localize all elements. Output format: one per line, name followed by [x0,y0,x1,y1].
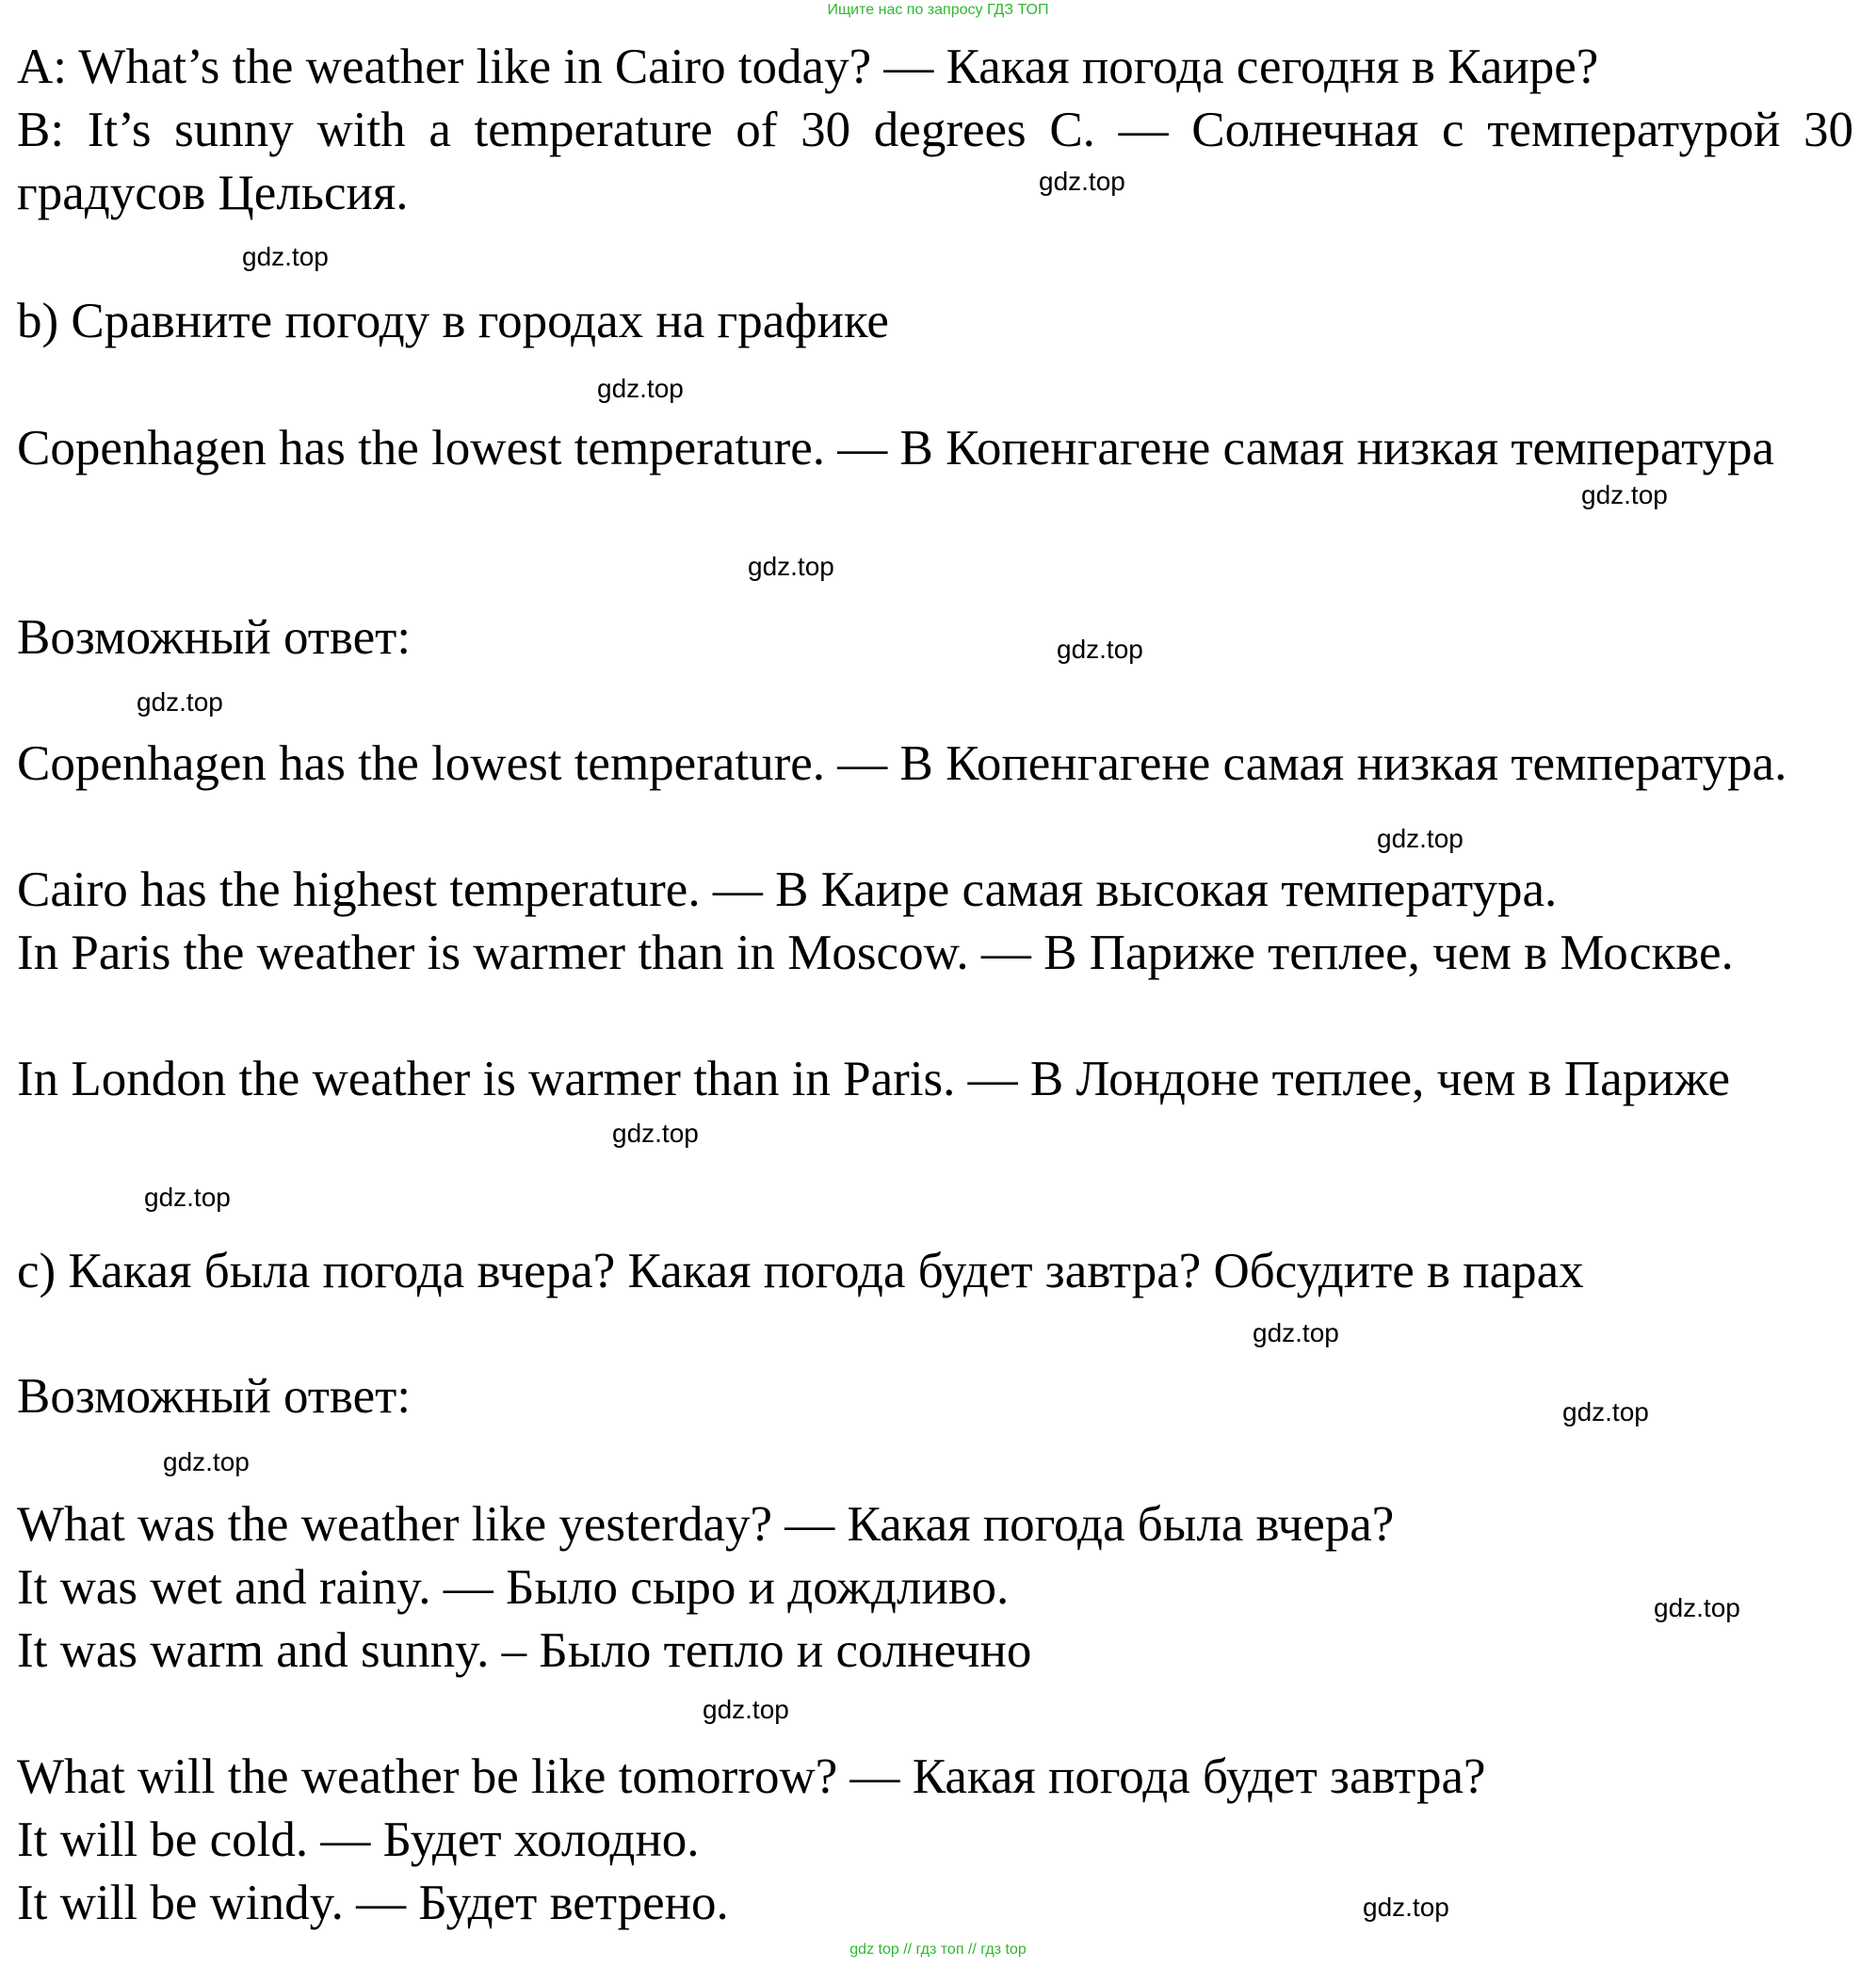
answer-b-line: In London the weather is warmer than in Paris. — В Лондоне теплее, чем в Париже [17,1052,1731,1106]
task-b-heading: b) Сравните погоду в городах на графике [17,294,889,348]
yesterday-line: What was the weather like yesterday? — Какая погода была вчера? [17,1497,1395,1552]
yesterday-line: It was wet and rainy. — Было сыро и дождливо. [17,1560,1010,1615]
watermark: gdz.top [1581,480,1668,509]
watermark: gdz.top [144,1183,231,1212]
watermark: gdz.top [1562,1397,1649,1426]
bottom-footer: gdz top // гдз топ // гдз top [849,1942,1027,1958]
possible-answer-label: Возможный ответ: [17,1369,412,1424]
watermark: gdz.top [163,1447,250,1476]
answer-b-line: Cairo has the highest temperature. — В Каире самая высокая температура. [17,862,1558,917]
watermark: gdz.top [703,1695,789,1724]
watermark: gdz.top [1377,824,1464,853]
tomorrow-line: What will the weather be like tomorrow? — Какая погода будет завтра? [17,1749,1486,1804]
watermark: gdz.top [1057,635,1143,664]
top-banner: Ищите нас по запросу ГДЗ ТОП [827,2,1049,18]
task-c-heading: c) Какая была погода вчера? Какая погода будет завтра? Обсудите в парах [17,1244,1584,1298]
answer-b-line: Copenhagen has the lowest temperature. — В Копенгагене самая низкая температура. [17,736,1787,791]
watermark: gdz.top [242,242,329,271]
tomorrow-line: It will be windy. — Будет ветрено. [17,1876,729,1930]
watermark: gdz.top [1363,1893,1449,1922]
watermark: gdz.top [1039,167,1125,196]
watermark: gdz.top [137,687,223,717]
possible-answer-label: Возможный ответ: [17,610,412,665]
yesterday-line: It was warm and sunny. – Было тепло и солнечно [17,1623,1032,1678]
watermark: gdz.top [612,1119,699,1148]
watermark: gdz.top [1654,1593,1740,1622]
answer-b-line: In Paris the weather is warmer than in Moscow. — В Париже теплее, чем в Москве. [17,926,1734,980]
watermark: gdz.top [597,374,684,403]
dialog-line-b: B: It’s sunny with a temperature of 30 degrees C. — Солнечная с температурой 30 градусов Цельсия. [17,103,1853,220]
example-sentence: Copenhagen has the lowest temperature. — В Копенгагене самая низкая температура [17,421,1775,475]
watermark: gdz.top [748,552,834,581]
dialog-line-a: A: What’s the weather like in Cairo today? — Какая погода сегодня в Каире? [17,40,1599,94]
tomorrow-line: It will be cold. — Будет холодно. [17,1813,700,1867]
watermark: gdz.top [1253,1318,1339,1347]
